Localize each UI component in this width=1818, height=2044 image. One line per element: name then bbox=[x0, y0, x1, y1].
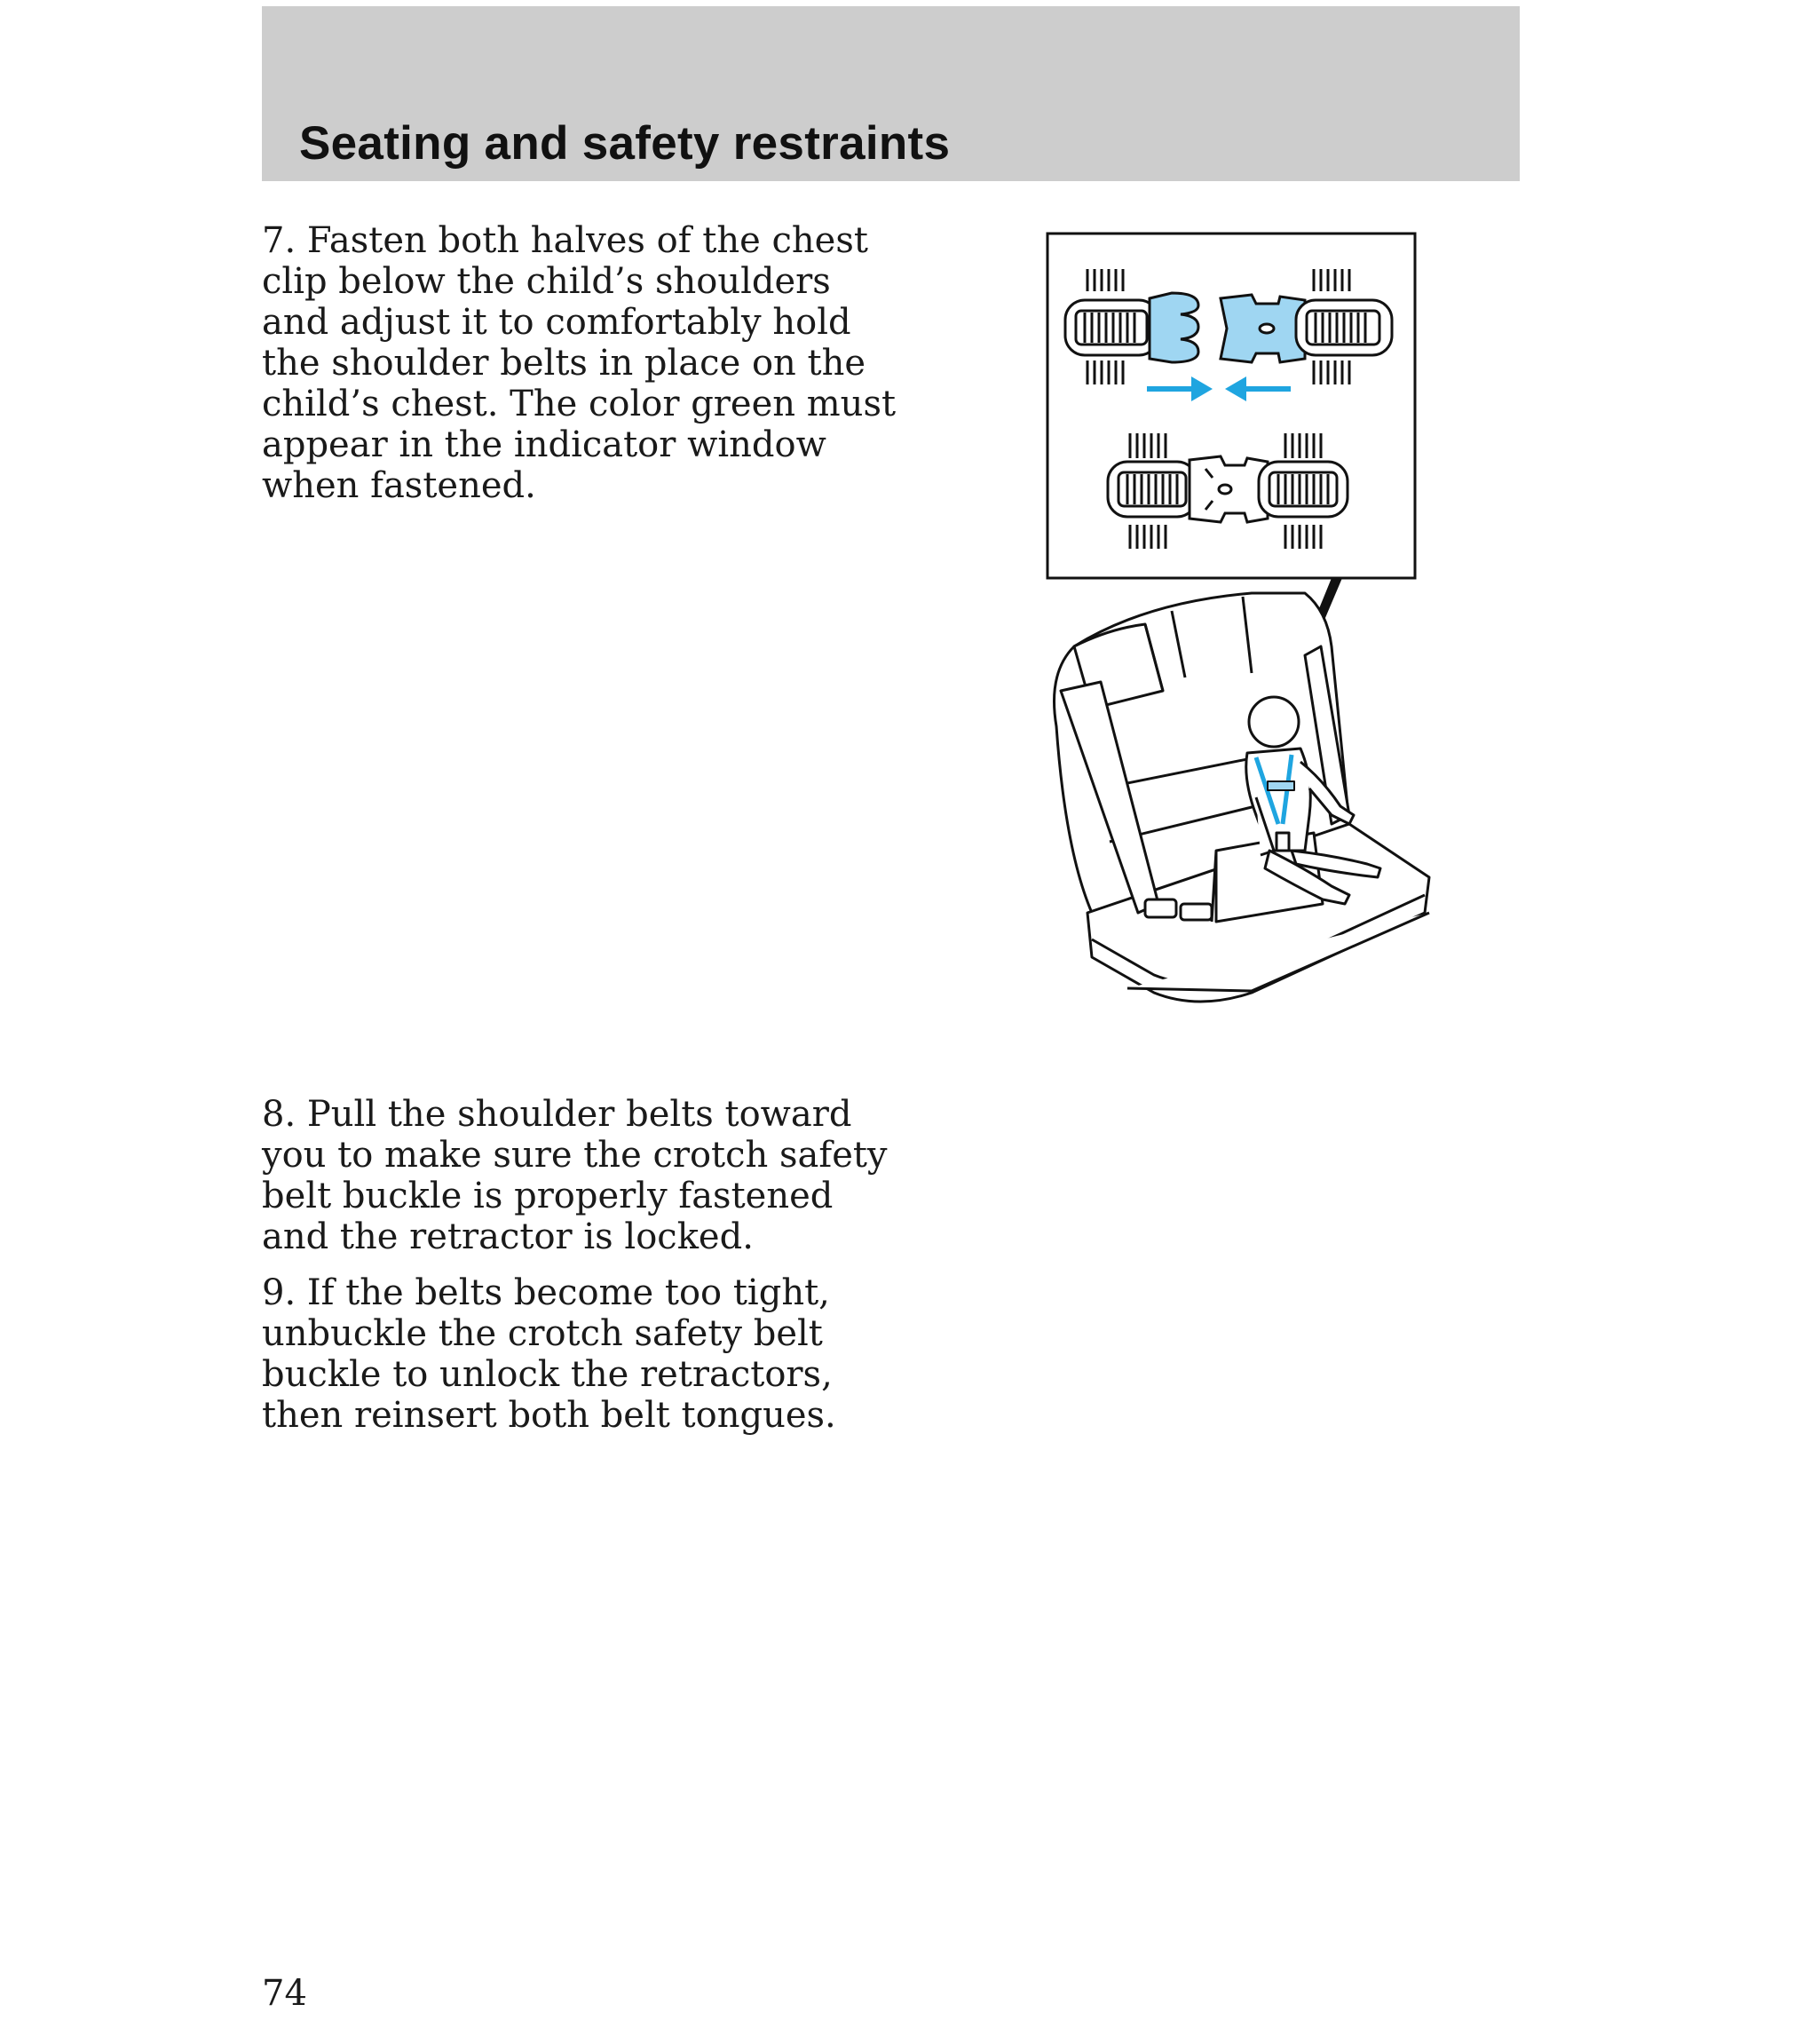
chest-clip-illustration bbox=[1039, 229, 1456, 1055]
instruction-step-7: 7. Fasten both halves of the chest clip below the child’s shoulders and adjust it to comfortably hold the shoulder belts in place on the child’s chest. The color green must appear in the indicator window when fastened. bbox=[262, 220, 897, 506]
instruction-step-8: 8. Pull the shoulder belts toward you to make sure the crotch safety belt buckle is properly fastened and the retractor is locked. bbox=[262, 1094, 888, 1257]
rear-seat-with-child-icon bbox=[1055, 593, 1430, 1002]
instruction-step-9: 9. If the belts become too tight, unbuckle the crotch safety belt buckle to unlock the retractors, then reinsert both belt tongues. bbox=[262, 1272, 836, 1436]
header-band bbox=[262, 6, 1520, 181]
page-number: 74 bbox=[262, 1973, 307, 2014]
page-title: Seating and safety restraints bbox=[299, 117, 951, 170]
